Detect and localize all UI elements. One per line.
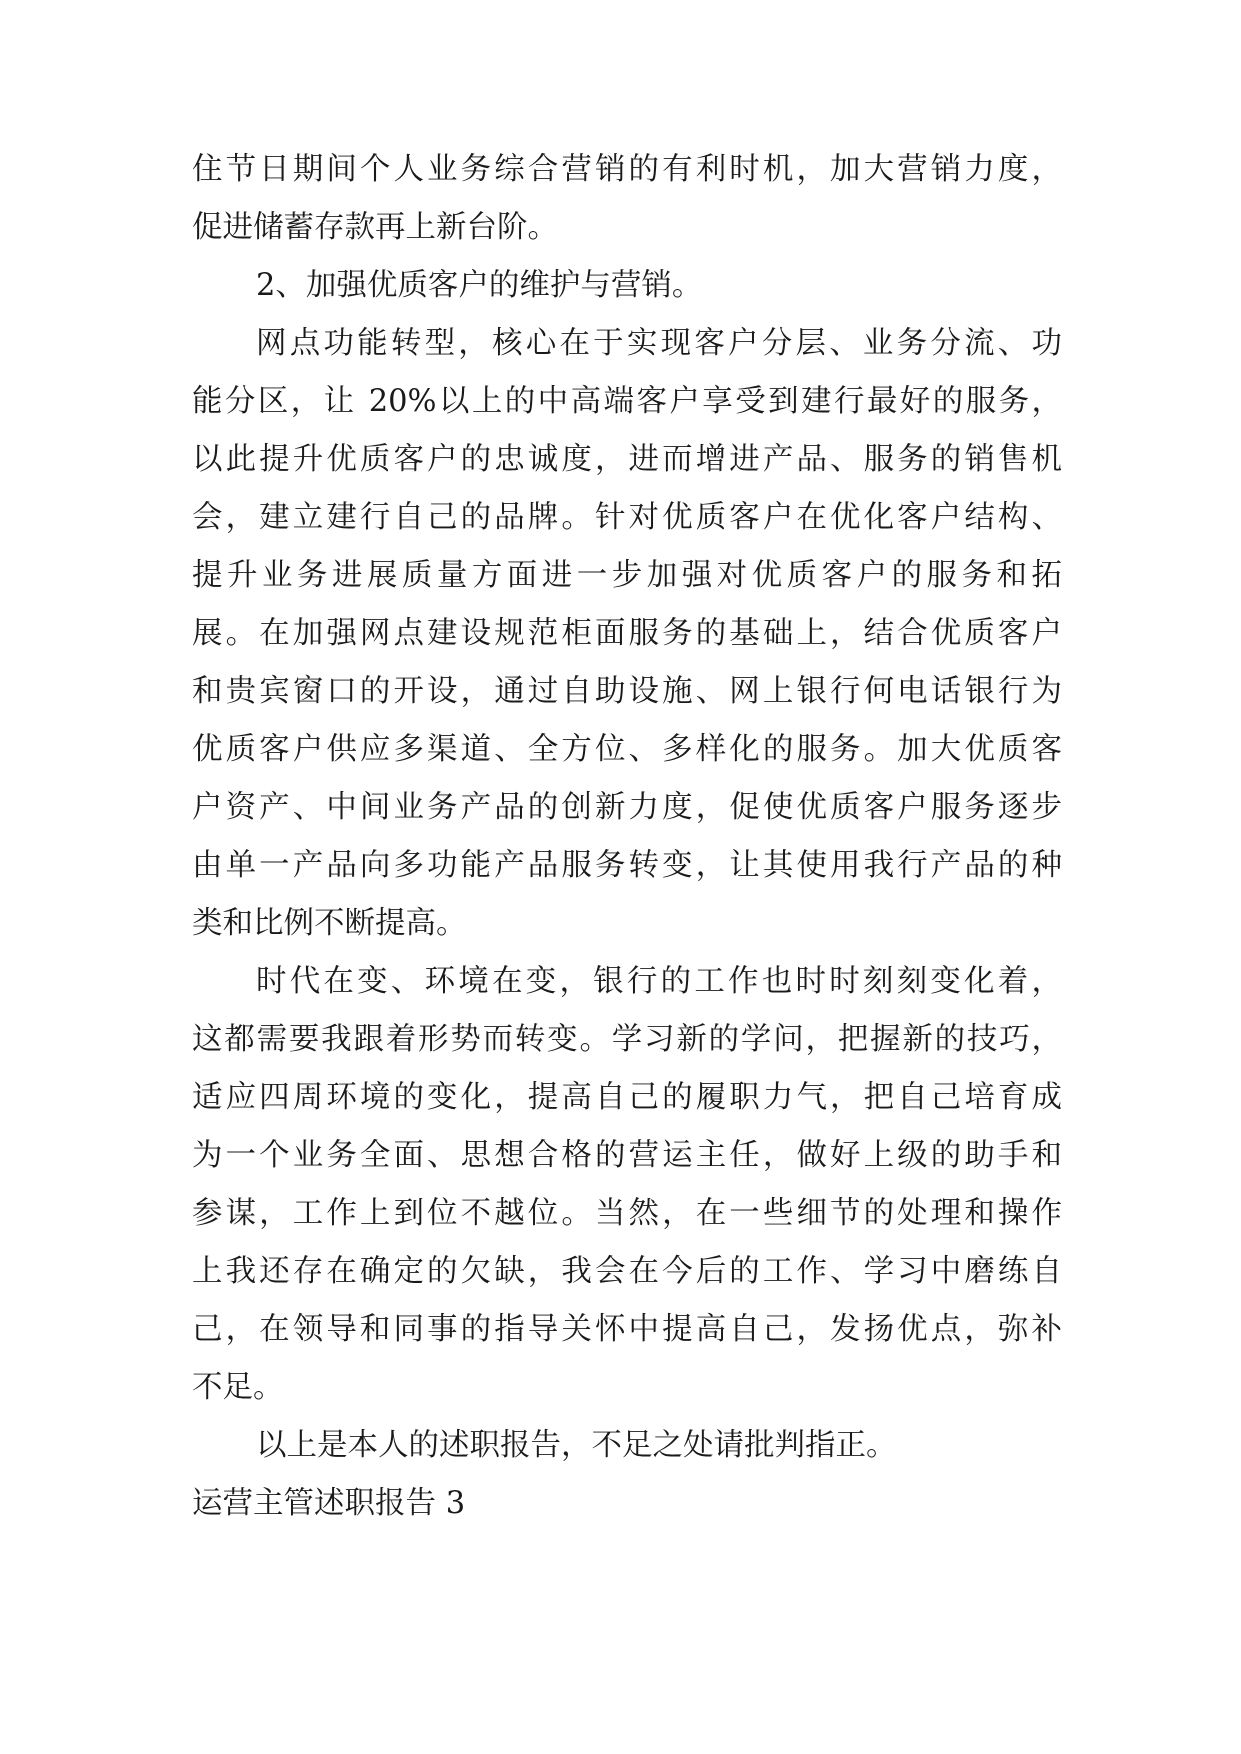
- paragraph-line: 类和比例不断提高。: [192, 906, 467, 941]
- paragraph-line: 不足。: [192, 1370, 284, 1405]
- paragraph-line: 住节日期间个人业务综合营销的有利时机，加大营销力度，: [192, 152, 1062, 187]
- paragraph-line: 展。在加强网点建设规范柜面服务的基础上，结合优质客户: [192, 616, 1062, 651]
- paragraph-line: 户资产、中间业务产品的创新力度，促使优质客户服务逐步: [192, 790, 1062, 825]
- paragraph-line: 网点功能转型，核心在于实现客户分层、业务分流、功: [256, 326, 1062, 361]
- paragraph-line: 优质客户供应多渠道、全方位、多样化的服务。加大优质客: [192, 732, 1062, 767]
- section-heading: 2、加强优质客户的维护与营销。: [256, 268, 703, 303]
- paragraph-line: 提升业务进展质量方面进一步加强对优质客户的服务和拓: [192, 558, 1062, 593]
- paragraph-line: 会，建立建行自己的品牌。针对优质客户在优化客户结构、: [192, 500, 1062, 535]
- paragraph-line: 己，在领导和同事的指导关怀中提高自己，发扬优点，弥补: [192, 1312, 1062, 1347]
- section-title: 运营主管述职报告 3: [192, 1486, 466, 1521]
- paragraph-line: 由单一产品向多功能产品服务转变，让其使用我行产品的种: [192, 848, 1062, 883]
- paragraph-line: 为一个业务全面、思想合格的营运主任，做好上级的助手和: [192, 1138, 1062, 1173]
- paragraph-line: 和贵宾窗口的开设，通过自助设施、网上银行何电话银行为: [192, 674, 1062, 709]
- closing-line: 以上是本人的述职报告，不足之处请批判指正。: [256, 1428, 897, 1463]
- paragraph-line: 适应四周环境的变化，提高自己的履职力气，把自己培育成: [192, 1080, 1062, 1115]
- paragraph-line: 这都需要我跟着形势而转变。学习新的学问，把握新的技巧，: [192, 1022, 1062, 1057]
- paragraph-line: 促进储蓄存款再上新台阶。: [192, 210, 558, 245]
- paragraph-line: 上我还存在确定的欠缺，我会在今后的工作、学习中磨练自: [192, 1254, 1062, 1289]
- paragraph-line: 参谋，工作上到位不越位。当然，在一些细节的处理和操作: [192, 1196, 1062, 1231]
- paragraph-line: 时代在变、环境在变，银行的工作也时时刻刻变化着，: [256, 964, 1062, 999]
- paragraph-line: 以此提升优质客户的忠诚度，进而增进产品、服务的销售机: [192, 442, 1062, 477]
- paragraph-line: 能分区，让 20%以上的中高端客户享受到建行最好的服务，: [192, 384, 1062, 419]
